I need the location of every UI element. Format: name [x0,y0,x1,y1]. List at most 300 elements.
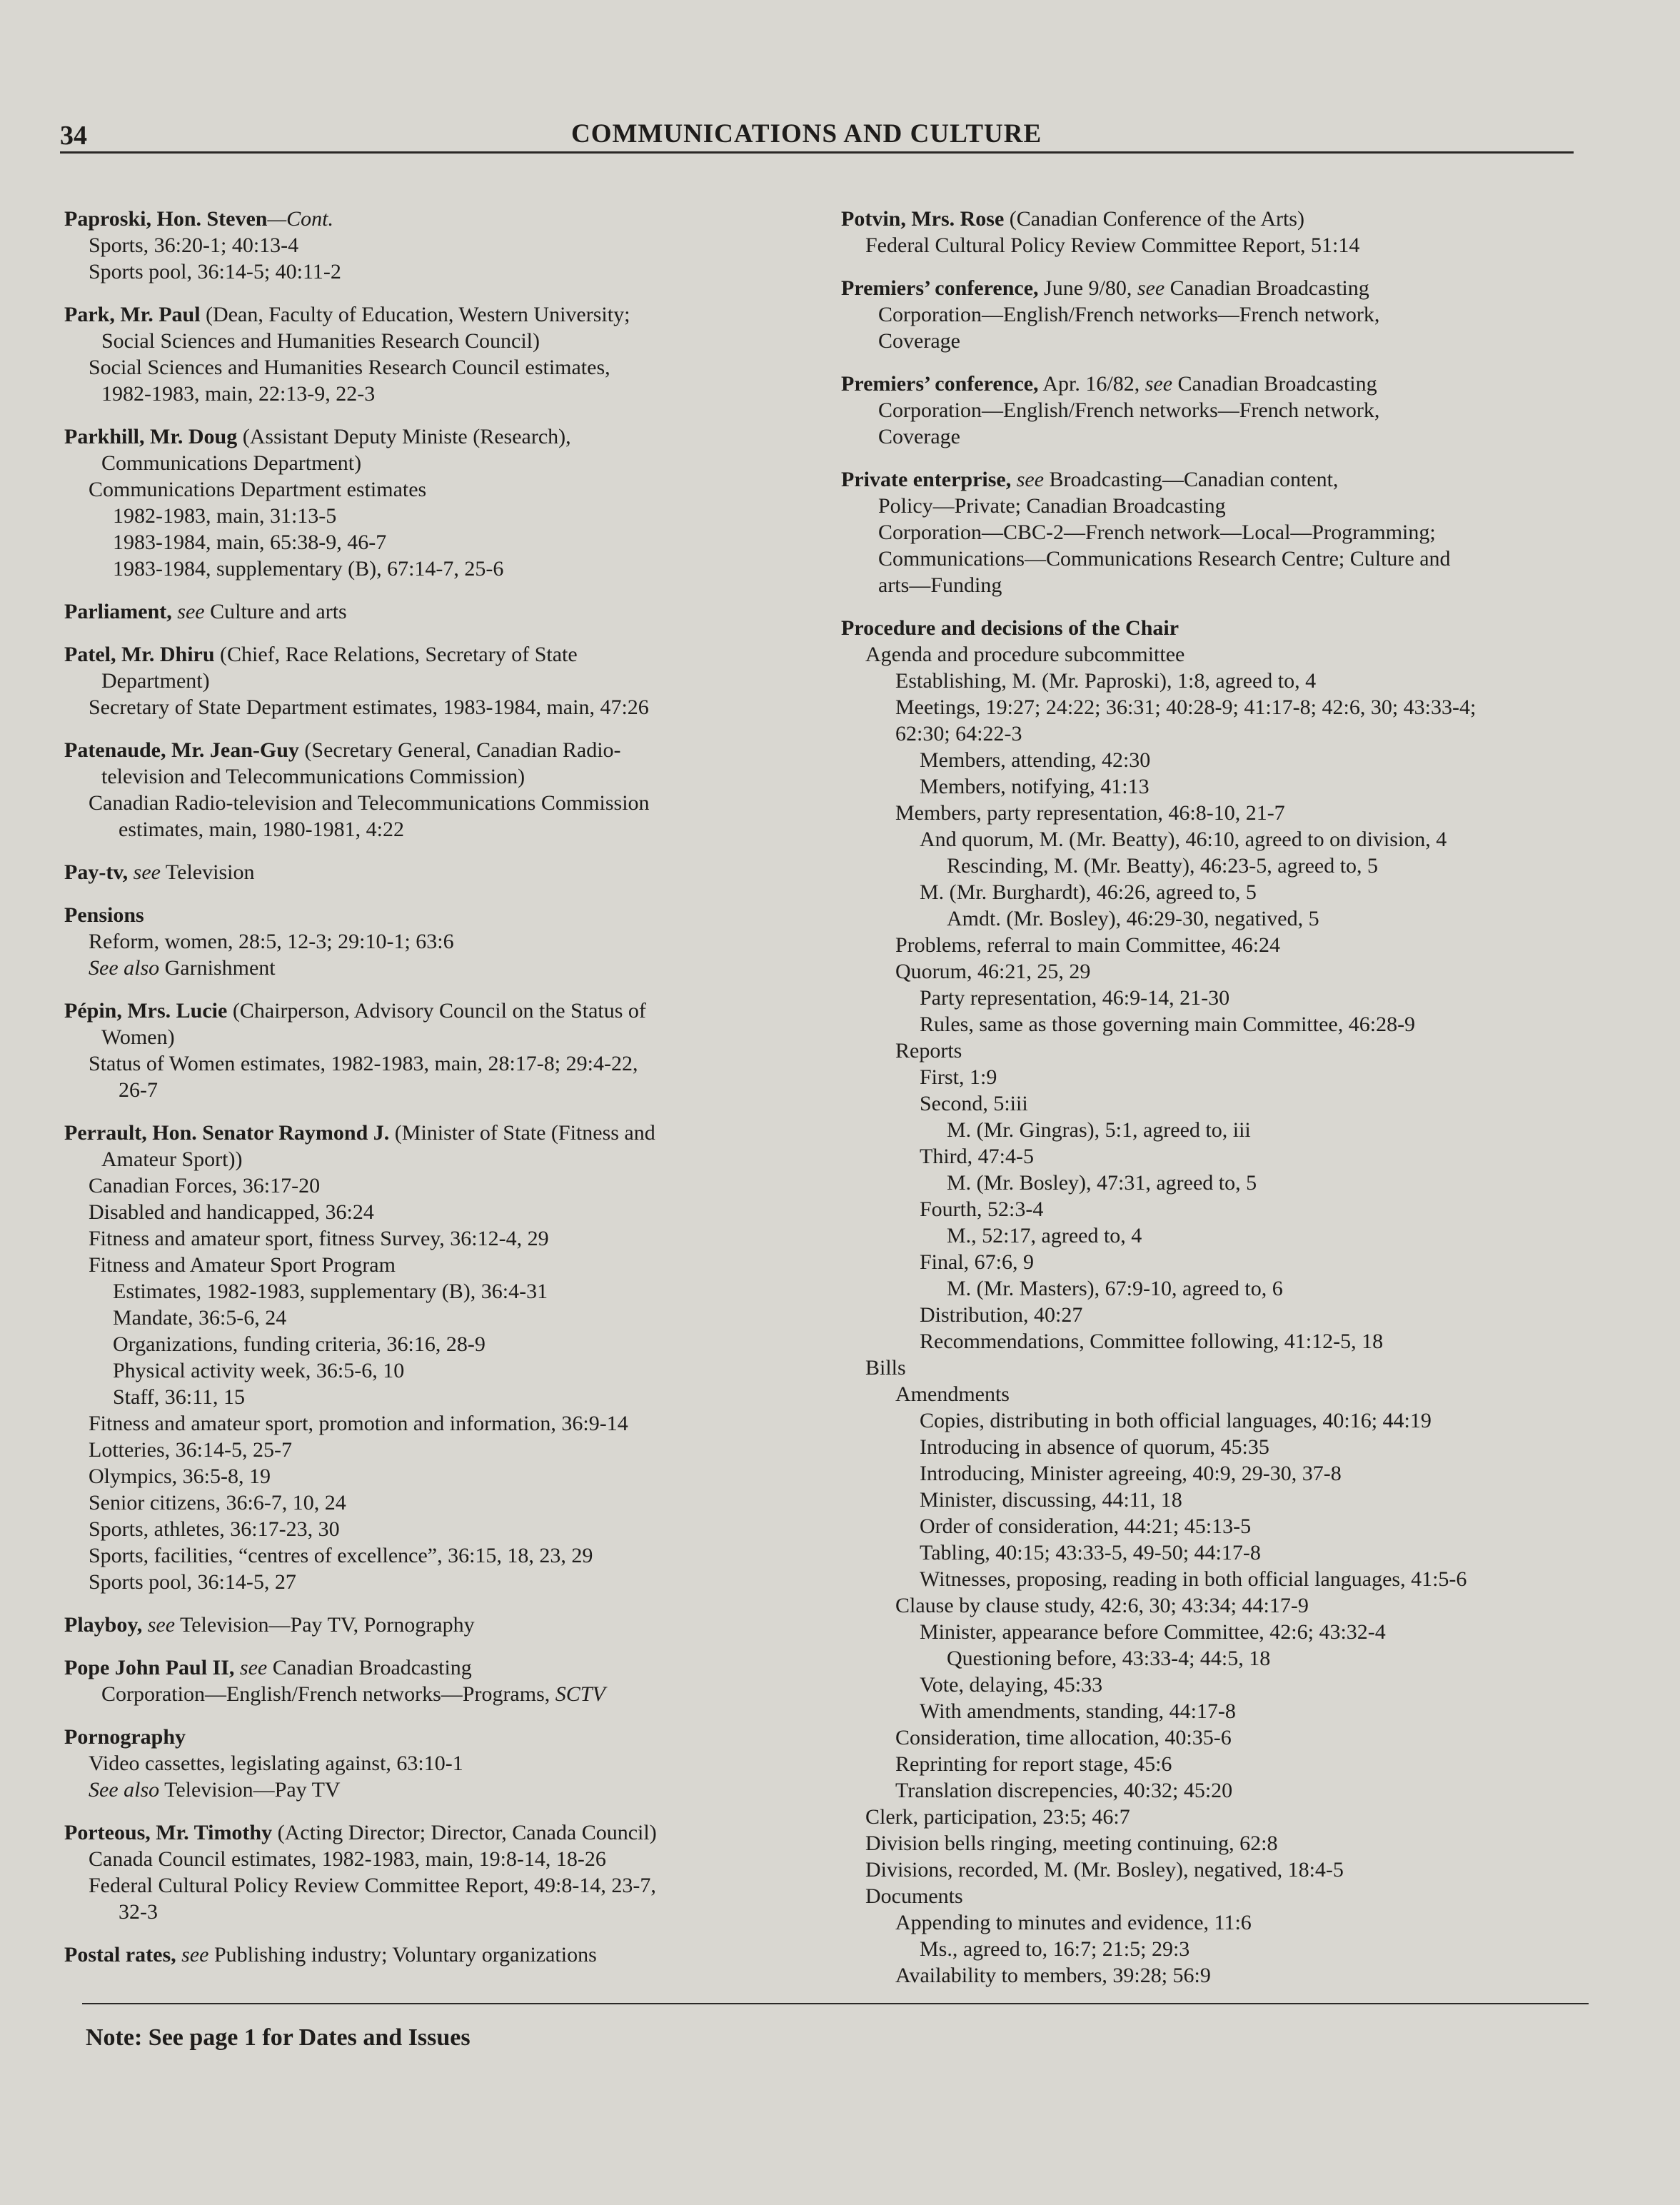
entry-heading-line [64,1612,807,1638]
entry-subline [841,1777,1591,1804]
entry-text: Agenda and procedure subcommittee [865,643,1185,666]
entry-subline [841,1011,1591,1038]
entry-subline [841,1117,1591,1143]
entry-subline [64,668,807,694]
entry-heading-line [64,998,807,1024]
entry-text: Translation discrepencies, 40:32; 45:20 [895,1779,1233,1802]
entry-subline [841,1302,1591,1328]
entry-subline [841,1619,1591,1645]
entry-text: 1983-1984, main, 65:38-9, 46-7 [113,531,387,554]
entry-subline [841,1407,1591,1434]
entry-heading-line [64,859,807,885]
entry-text: Fitness and amateur sport, promotion and information, 36:9-14 [89,1412,628,1435]
entry-subline [841,1487,1591,1513]
entry-text: Canadian Forces, 36:17-20 [89,1174,321,1197]
entry-heading: Park, Mr. Paul [64,303,201,326]
see-reference: see [177,600,205,623]
index-entry [64,902,807,981]
entry-text: Copies, distributing in both official languages, 40:16; 44:19 [920,1409,1432,1432]
entry-subline [841,1222,1591,1249]
entry-heading-line [64,737,807,763]
entry-text: Secretary of State Department estimates, 1983-1984, main, 47:26 [89,695,649,719]
entry-text: Disabled and handicapped, 36:24 [89,1200,374,1224]
entry-subline [841,546,1591,572]
entry-text: 32-3 [119,1900,158,1924]
entry-text: Sports pool, 36:14-5; 40:11-2 [89,260,341,283]
entry-subline [841,958,1591,985]
entry-heading-line [64,1120,807,1146]
entry-heading: Pépin, Mrs. Lucie [64,999,228,1023]
entry-text: Corporation—English/French networks—French network, [878,398,1380,422]
entry-text: Corporation—CBC-2—French network—Local—Programming; [878,521,1436,544]
entry-text: Amdt. (Mr. Bosley), 46:29-30, negatived, 5 [947,907,1319,930]
entry-heading: Pope John Paul II, [64,1656,235,1679]
entry-subline [841,1804,1591,1830]
entry-heading-line [841,466,1591,493]
entry-text: Corporation—English/French networks—Programs, [101,1682,555,1706]
entry-text: Department) [101,669,210,693]
entry-text: Consideration, time allocation, 40:35-6 [895,1726,1232,1749]
entry-text: Coverage [878,329,960,353]
entry-text: M. (Mr. Burghardt), 46:26, agreed to, 5 [920,880,1257,904]
entry-heading: Private enterprise, [841,468,1012,491]
entry-description: Apr. 16/82, [1038,372,1145,396]
entry-description: (Acting Director; Director, Canada Council) [272,1821,657,1844]
entry-subline [64,1410,807,1437]
entry-subline [841,641,1591,668]
entry-heading-line [64,423,807,450]
entry-text: M. (Mr. Gingras), 5:1, agreed to, iii [947,1118,1251,1142]
entry-text: Final, 67:6, 9 [920,1250,1035,1274]
entry-subline [64,1199,807,1225]
entry-subline [64,1146,807,1172]
entry-text: Canadian Radio-television and Telecommunications Commission [89,791,650,815]
entry-subline [64,1357,807,1384]
entry-text: Second, 5:iii [920,1092,1028,1115]
entry-description: Television [160,860,255,884]
see-target: Canadian Broadcasting [1165,276,1369,300]
entry-description: Publishing industry; Voluntary organizations [208,1943,597,1967]
index-entry [64,1120,807,1595]
entry-subline [64,1331,807,1357]
entry-subline [841,301,1591,328]
footer-rule [82,2003,1589,2004]
entry-subline [64,1077,807,1103]
entry-heading: Parliament, [64,600,172,623]
entry-heading: Perrault, Hon. Senator Raymond J. [64,1121,390,1145]
entry-subline [64,529,807,556]
entry-subline [64,232,807,258]
entry-subline [64,354,807,381]
entry-subline [841,1513,1591,1540]
entry-subline [841,1540,1591,1566]
entry-subline [841,232,1591,258]
entry-text: With amendments, standing, 44:17-8 [920,1699,1236,1723]
entry-subline [64,955,807,981]
entry-text: Reform, women, 28:5, 12-3; 29:10-1; 63:6 [89,930,454,953]
index-entry [841,371,1591,450]
index-entry [64,737,807,843]
index-column-left [64,206,807,1984]
index-entry [64,1724,807,1803]
entry-text: Introducing, Minister agreeing, 40:9, 29-30, 37-8 [920,1462,1342,1485]
entry-subline [64,1278,807,1305]
entry-subline [841,1064,1591,1090]
running-title: COMMUNICATIONS AND CULTURE [571,119,1042,149]
entry-text: Recommendations, Committee following, 41:12-5, 18 [920,1330,1384,1353]
see-also-reference: See also [89,956,160,980]
entry-heading: Postal rates, [64,1943,176,1967]
entry-text: Communications Department) [101,451,362,475]
entry-subline [841,1883,1591,1909]
entry-text: Members, party representation, 46:8-10, 21-7 [895,801,1285,825]
entry-description: June 9/80, [1038,276,1137,300]
entry-heading: Premiers’ conference, [841,372,1039,396]
entry-text: 1983-1984, supplementary (B), 67:14-7, 25-6 [113,557,504,581]
entry-subline [64,1516,807,1542]
entry-text: 26-7 [119,1078,158,1102]
entry-text: First, 1:9 [920,1065,997,1089]
entry-subline [841,1857,1591,1883]
entry-subline [64,1463,807,1490]
entry-subline [841,800,1591,826]
entry-text: Vote, delaying, 45:33 [920,1673,1103,1697]
index-entry [64,859,807,885]
entry-text: arts—Funding [878,573,1002,597]
entry-heading-line [64,1819,807,1846]
entry-heading-line [64,1724,807,1750]
entry-description: (Dean, Faculty of Education, Western University; [200,303,630,326]
entry-subline [64,1681,807,1707]
entry-subline [64,1225,807,1252]
entry-heading: Patenaude, Mr. Jean-Guy [64,738,299,762]
entry-heading: Pornography [64,1725,186,1749]
entry-text: Documents [865,1884,963,1908]
entry-text: 1982-1983, main, 22:13-9, 22-3 [101,382,376,406]
footer-note: Note: See page 1 for Dates and Issues [86,2024,471,2051]
entry-subline [64,790,807,816]
entry-subline [841,1724,1591,1751]
entry-subline [64,1024,807,1050]
entry-subline [64,1305,807,1331]
entry-subline [841,1381,1591,1407]
entry-subline [841,694,1591,720]
entry-italic-text: SCTV [555,1682,605,1706]
entry-heading: Procedure and decisions of the Chair [841,616,1179,640]
entry-description: (Assistant Deputy Ministe (Research), [237,425,571,448]
entry-subline [64,503,807,529]
entry-description: Broadcasting—Canadian content, [1044,468,1339,491]
entry-text: Reprinting for report stage, 45:6 [895,1752,1172,1776]
entry-text: Availability to members, 39:28; 56:9 [895,1964,1211,1987]
entry-text: television and Telecommunications Commission) [101,765,525,788]
entry-text: Distribution, 40:27 [920,1303,1083,1327]
entry-text: Members, notifying, 41:13 [920,775,1150,798]
entry-subline [841,1196,1591,1222]
entry-text: Coverage [878,425,960,448]
entry-subline [64,556,807,582]
entry-text: Federal Cultural Policy Review Committee Report, 51:14 [865,233,1360,257]
entry-subline [841,905,1591,932]
entry-heading-line [841,275,1591,301]
entry-text: Order of consideration, 44:21; 45:13-5 [920,1515,1252,1538]
entry-subline [64,1542,807,1569]
entry-subline [841,1328,1591,1355]
entry-subline [841,1645,1591,1672]
entry-text: Introducing in absence of quorum, 45:35 [920,1435,1269,1459]
index-entry [64,423,807,582]
entry-subline [841,1830,1591,1857]
entry-text: Clause by clause study, 42:6, 30; 43:34; 44:17-9 [895,1594,1309,1617]
index-entry [64,1942,807,1968]
entry-text: Problems, referral to main Committee, 46:24 [895,933,1281,957]
entry-text: Sports, athletes, 36:17-23, 30 [89,1517,340,1541]
entry-subline [841,397,1591,423]
entry-text: Tabling, 40:15; 43:33-5, 49-50; 44:17-8 [920,1541,1261,1564]
entry-heading-line [64,301,807,328]
entry-subline [841,1170,1591,1196]
entry-heading-line [841,206,1591,232]
entry-text: 1982-1983, main, 31:13-5 [113,504,337,528]
entry-text: Questioning before, 43:33-4; 44:5, 18 [947,1647,1271,1670]
index-entry [841,206,1591,258]
entry-subline [64,816,807,843]
entry-text: Organizations, funding criteria, 36:16, 28-9 [113,1332,486,1356]
entry-text: Members, attending, 42:30 [920,748,1151,772]
entry-subline [841,1143,1591,1170]
entry-subline [841,1434,1591,1460]
entry-subline [64,476,807,503]
entry-text: Meetings, 19:27; 24:22; 36:31; 40:28-9; 41:17-8; 42:6, 30; 43:33-4; [895,695,1477,719]
entry-subline [64,1750,807,1777]
entry-subline [841,720,1591,747]
entry-subline [841,493,1591,519]
entry-subline [841,879,1591,905]
entry-heading: Playboy, [64,1613,143,1637]
entry-heading-line [64,598,807,625]
entry-text: Fitness and amateur sport, fitness Survey, 36:12-4, 29 [89,1227,549,1250]
see-reference: see [1145,372,1173,396]
entry-subline [841,1962,1591,1989]
entry-subline [841,1038,1591,1064]
entry-text: Amateur Sport)) [101,1147,243,1171]
see-also-reference: See also [89,1778,160,1802]
entry-subline [841,1751,1591,1777]
entry-text: Social Sciences and Humanities Research Council estimates, [89,356,610,379]
entry-text: Mandate, 36:5-6, 24 [113,1306,287,1330]
index-entry [64,1612,807,1638]
entry-text: Amendments [895,1382,1010,1406]
entry-subline [841,985,1591,1011]
entry-text: Reports [895,1039,962,1063]
entry-text: Witnesses, proposing, reading in both official languages, 41:5-6 [920,1567,1467,1591]
entry-subline [64,763,807,790]
entry-text: Garnishment [164,956,276,980]
entry-text: Policy—Private; Canadian Broadcasting [878,494,1226,518]
see-reference: see [181,1943,209,1967]
continued-marker: —Cont. [267,207,334,231]
see-target: Canadian Broadcasting [1172,372,1377,396]
entry-description: (Minister of State (Fitness and [389,1121,655,1145]
entry-subline [64,258,807,285]
entry-subline [64,1252,807,1278]
entry-subline [841,826,1591,853]
entry-heading: Pay-tv, [64,860,129,884]
entry-text: And quorum, M. (Mr. Beatty), 46:10, agreed to on division, 4 [920,828,1447,851]
entry-description: (Chief, Race Relations, Secretary of State [214,643,578,666]
see-reference: see [133,860,161,884]
entry-subline [841,668,1591,694]
entry-subline [841,1460,1591,1487]
entry-heading: Parkhill, Mr. Doug [64,425,238,448]
entry-text: M. (Mr. Masters), 67:9-10, agreed to, 6 [947,1277,1283,1300]
entry-heading: Patel, Mr. Dhiru [64,643,215,666]
entry-description: Television—Pay TV, Pornography [175,1613,475,1637]
index-column-right [841,206,1591,2005]
entry-text: Communications Department estimates [89,478,427,501]
entry-text: Establishing, M. (Mr. Paproski), 1:8, agreed to, 4 [895,669,1317,693]
entry-subline [64,1172,807,1199]
entry-subline [841,1672,1591,1698]
entry-text: Video cassettes, legislating against, 63:10-1 [89,1752,463,1775]
entry-subline [64,1899,807,1925]
entry-text: estimates, main, 1980-1981, 4:22 [119,818,404,841]
entry-text: 62:30; 64:22-3 [895,722,1022,745]
entry-text: Rescinding, M. (Mr. Beatty), 46:23-5, agreed to, 5 [947,854,1379,878]
index-entry [64,641,807,720]
entry-subline [64,328,807,354]
entry-heading: Potvin, Mrs. Rose [841,207,1005,231]
entry-text: Lotteries, 36:14-5, 25-7 [89,1438,292,1462]
entry-text: Fitness and Amateur Sport Program [89,1253,396,1277]
entry-heading-line [64,1942,807,1968]
entry-description: (Chairperson, Advisory Council on the Status of [227,999,646,1023]
index-entry [64,598,807,625]
entry-subline [841,1249,1591,1275]
entry-subline [841,328,1591,354]
entry-text: Ms., agreed to, 16:7; 21:5; 29:3 [920,1937,1190,1961]
entry-subline [841,1355,1591,1381]
entry-subline [64,1490,807,1516]
entry-description: (Canadian Conference of the Arts) [1004,207,1304,231]
entry-text: Quorum, 46:21, 25, 29 [895,960,1091,983]
entry-subline [64,1050,807,1077]
entry-subline [841,423,1591,450]
page-number: 34 [60,121,87,151]
entry-text: Third, 47:4-5 [920,1145,1034,1168]
entry-subline [841,1566,1591,1592]
entry-subline [64,450,807,476]
see-reference: see [239,1656,268,1679]
entry-text: M., 52:17, agreed to, 4 [947,1224,1142,1247]
entry-subline [841,853,1591,879]
entry-text: Canada Council estimates, 1982-1983, main, 19:8-14, 18-26 [89,1847,606,1871]
entry-subline [841,1592,1591,1619]
entry-subline [64,1777,807,1803]
entry-text: Party representation, 46:9-14, 21-30 [920,986,1230,1010]
entry-text: Clerk, participation, 23:5; 46:7 [865,1805,1130,1829]
entry-heading-line [841,615,1591,641]
entry-text: Bills [865,1356,906,1380]
entry-heading-line [64,902,807,928]
entry-subline [841,1936,1591,1962]
entry-description: (Secretary General, Canadian Radio- [298,738,621,762]
header-rule [60,151,1574,154]
entry-text: Divisions, recorded, M. (Mr. Bosley), negatived, 18:4-5 [865,1858,1344,1882]
entry-text: Status of Women estimates, 1982-1983, main, 28:17-8; 29:4-22, [89,1052,638,1075]
entry-subline [841,519,1591,546]
entry-text: Olympics, 36:5-8, 19 [89,1465,271,1488]
entry-heading-line [841,371,1591,397]
entry-subline [64,1569,807,1595]
index-entry [64,301,807,407]
entry-subline [64,928,807,955]
entry-text: Staff, 36:11, 15 [113,1385,245,1409]
entry-text: Communications—Communications Research Centre; Culture and [878,547,1451,571]
entry-text: Sports, facilities, “centres of excellence”, 36:15, 18, 23, 29 [89,1544,593,1567]
entry-subline [841,1909,1591,1936]
entry-subline [64,1846,807,1872]
index-entry [64,206,807,285]
entry-text: Federal Cultural Policy Review Committee Report, 49:8-14, 23-7, [89,1874,656,1897]
entry-subline [841,932,1591,958]
entry-heading: Pensions [64,903,144,927]
index-entry [841,615,1591,1989]
entry-text: Sports, 36:20-1; 40:13-4 [89,233,299,257]
index-entry [64,1819,807,1925]
entry-text: Fourth, 52:3-4 [920,1197,1044,1221]
entry-text: Minister, discussing, 44:11, 18 [920,1488,1182,1512]
entry-text: Division bells ringing, meeting continuing, 62:8 [865,1832,1278,1855]
entry-subline [841,1090,1591,1117]
entry-description: Culture and arts [204,600,347,623]
entry-heading-line [64,641,807,668]
index-entry [64,1654,807,1707]
entry-subline [841,572,1591,598]
see-reference: see [1016,468,1045,491]
entry-text: Physical activity week, 36:5-6, 10 [113,1359,405,1382]
entry-subline [64,381,807,407]
entry-heading: Paproski, Hon. Steven [64,207,268,231]
entry-text: Minister, appearance before Committee, 42:6; 43:32-4 [920,1620,1386,1644]
entry-text: Social Sciences and Humanities Research Council) [101,329,540,353]
entry-text: Television—Pay TV [164,1778,341,1802]
entry-subline [841,773,1591,800]
see-reference: see [147,1613,176,1637]
entry-text: Appending to minutes and evidence, 11:6 [895,1911,1252,1934]
entry-text: Corporation—English/French networks—French network, [878,303,1380,326]
entry-heading: Porteous, Mr. Timothy [64,1821,273,1844]
entry-text: Estimates, 1982-1983, supplementary (B), 36:4-31 [113,1280,548,1303]
entry-subline [841,1698,1591,1724]
entry-text: Sports pool, 36:14-5, 27 [89,1570,296,1594]
index-entry [841,275,1591,354]
entry-text: Rules, same as those governing main Committee, 46:28-9 [920,1013,1416,1036]
entry-subline [64,1872,807,1899]
entry-text: M. (Mr. Bosley), 47:31, agreed to, 5 [947,1171,1257,1195]
entry-description: Canadian Broadcasting [267,1656,472,1679]
entry-heading-line [64,206,807,232]
index-entry [64,998,807,1103]
entry-text: Senior citizens, 36:6-7, 10, 24 [89,1491,346,1515]
entry-subline [64,694,807,720]
entry-subline [841,1275,1591,1302]
see-reference: see [1137,276,1165,300]
entry-heading-line [64,1654,807,1681]
entry-subline [64,1384,807,1410]
entry-heading: Premiers’ conference, [841,276,1039,300]
entry-subline [841,747,1591,773]
